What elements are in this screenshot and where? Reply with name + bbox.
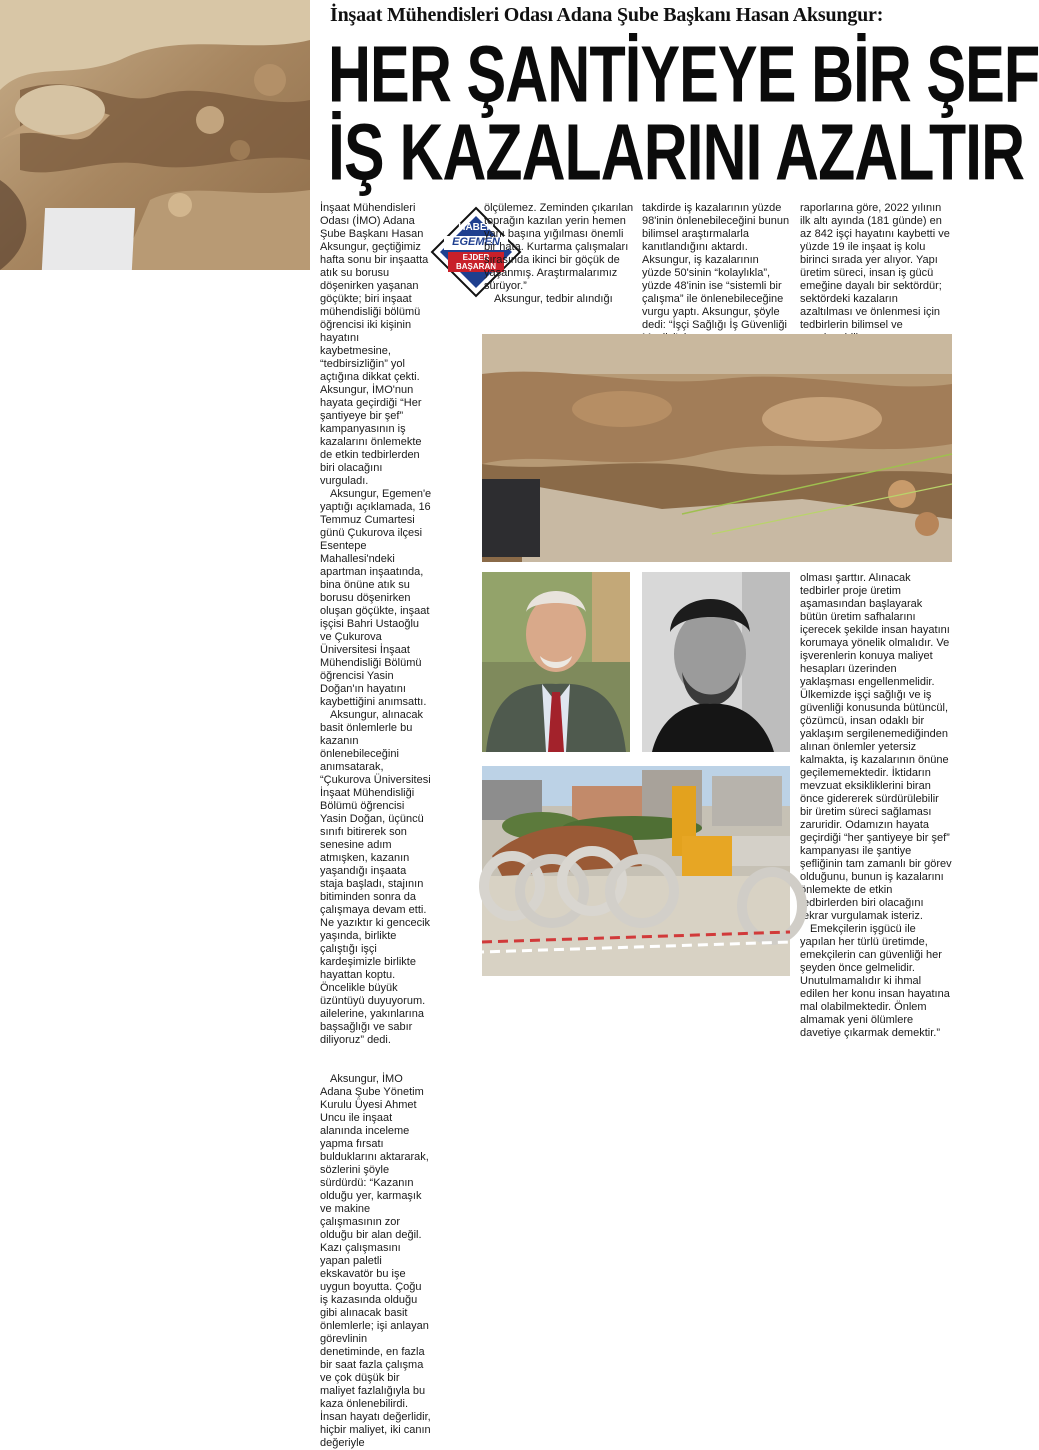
col1-para-3: Aksungur, alınacak basit önlemlerle bu kazanın önlenebileceğini anımsatarak, “Çukurova Üniversitesi İnşaat Mühendisliği Bölümü öğrencisi Yasin Doğan, üçüncü sınıfı bitirerek son senesine adım atmışken, kazanın yaşandığı inşaata staja başladı, stajının bitiminden sonra da çalışmaya devam etti. Ne yazıktır ki gencecik yaşında, birlikte çalıştığı işçi kardeşimizle birlikte hayattan koptu. Öncelikle büyük üzüntüyü duyuyorum. ailelerine, yakınlarına başsağlığı ve sabır diliyoruz” dedi. (320, 709, 431, 1046)
col1-para-4: Aksungur, İMO Adana Şube Yönetim Kurulu Üyesi Ahmet Uncu ile inşaat alanında inceleme yapma fırsatı bulduklarını aktararak, sözlerini şöyle sürdürdü: “Kazanın olduğu yer, karmaşık ve makine çalışmasının zor olduğu bir alan değil. Kazı çalışmasını yapan paletli ekskavatör bu işe uygun boyutta. Çoğu iş kazasında olduğu gibi alınacak basit önlemlerle; işi anlayan görevlinin denetiminde, en fazla bir saat fazla çalışma ve çok düşük bir maliyet fazlalığıyla bu kaza önlenebilirdi. İnsan hayatı değerlidir, hiçbir maliyet, iki canın değeriyle (320, 1073, 431, 1449)
col1-para-1: İnşaat Mühendisleri Odası (İMO) Adana Şube Başkanı Hasan Aksungur, geçtiğimiz hafta sonu bir inşaatta atık su borusu döşenirken yaşanan göçükte; biri inşaat mühendisliği bölümü öğrencisi iki kişinin hayatını kaybetmesine, “tedbirsizliğin” yol açtığına dikkat çekti. Aksungur, İMO'nun hayata geçirdiği “Her şantiyeye bir şef” kampanyasının iş kazalarını önlemekte de etkin tedbirlerden biri olacağını vurguladı. (320, 202, 429, 487)
badge-text-haber: HABER (458, 222, 494, 233)
badge-text-basaran: BAŞARAN (456, 262, 496, 271)
article-column-5 (800, 572, 952, 1039)
col1-para-2: Aksungur, Egemen'e yaptığı açıklamada, 16 Temmuz Cumartesi günü Çukurova ilçesi Esentepe Mahallesi'ndeki apartman inşaatında, bina önüne atık su borusu döşenirken oluşan göçükte, inşaat işçisi Bahri Ustaoğlu ve Çukurova Üniversitesi İnşaat Mühendisliği Bölümü öğrencisi Yasin Doğan'ın hayatını kaybettiğini anımsattı. (320, 488, 432, 708)
article-column-2 (484, 202, 634, 330)
article-column-3 (642, 202, 790, 330)
col5-para-2: Emekçilerin işgücü ile yapılan her türlü üretimde, emekçilerin can güvenliği her şeyden önce gelmelidir. Unutulmamalıdır ki ihmal edilen her konu insan hayatına mal olabilmektedir. Önlem almamak yeni ölümlere davetiye çıkarmak demektir.” (800, 923, 950, 1039)
article-column-4 (800, 202, 952, 330)
portrait-yasin-dogan (642, 572, 790, 752)
construction-site-photo (482, 766, 790, 976)
badge-text-ejder: EJDER (462, 253, 490, 262)
col2-para-1: ölçülemez. Zeminden çıkarılan toprağın kazılan yerin hemen yanı başına yığılması önemli bir hata. Kurtarma çalışmaları sırasında ikinci bir göçük de yaşanmış. Araştırmalarımız sürüyor.” (484, 202, 634, 292)
trench-photo-top-left (0, 0, 310, 270)
portrait-hasan-aksungur (482, 572, 630, 752)
trench-photo-graphic (0, 0, 310, 270)
article-kicker: İnşaat Mühendisleri Odası Adana Şube Başkanı Hasan Aksungur: (330, 4, 884, 26)
headline-line-1: HER ŞANTİYEYE BİR ŞEF (328, 29, 1039, 119)
col2-para-2: Aksungur, tedbir alındığı (494, 293, 613, 305)
col1-inner (320, 202, 432, 1450)
col3-para-1: takdirde iş kazalarının yüzde 98'inin önlenebileceğini bunun bilimsel araştırmalarla kanıtlandığını aktardı. Aksungur, iş kazalarının yüzde 50'sinin “kolaylıkla”, yüzde 48'inin ise “sistemli bir çalışma” ile önlenebileceğine vurgu yaptı. Aksungur, şöyle dedi: “İşçi Sağlığı İş Güvenliği (642, 202, 790, 331)
headline-line-2: İŞ KAZALARINI AZALTIR (328, 107, 1025, 197)
col5-para-1: olması şarttır. Alınacak tedbirler proje üretim aşamasından başlayarak bütün üretim safhalarını içerecek şekilde insan hayatını korumaya yönelik olmalıdır. Ve işverenlerin konuya maliyet hesapları üzerinden yaklaşması engellenmelidir. Ülkemizde işçi sağlığı ve iş güvenliği konusunda bütüncül, çözümcü, insan odaklı bir yaklaşım sergilenemediğinden alınan önlemler yetersiz kalmakta, iş kazalarının önüne geçilememektedir. İktidarın mevzuat eksikliklerini biran önce gidererek sürdürülebilir bir üretim süreci sağlaması zaruridir. Odamızın hayata geçirdiği “her şantiyeye bir şef” kampanyası ile şantiye şefliğinin tam zamanlı bir görev olduğunu, bunun iş kazalarını önlemekte de etkin tedbirlerden biri olacağını tekrar vurgulamak isteriz. (800, 572, 952, 922)
col4-para-1: raporlarına göre, 2022 yılının ilk altı ayında (181 günde) en az 842 işçi hayatını kaybetti ve yüzde 19 ile inşaat iş kolu birinci sırada yer alıyor. Yapı üretim süreci, insan iş gücü emeğine dayalı bir sektördür; sektördeki kazaların azaltılması ve önlenmesi için tedbirlerin bilimsel ve (800, 202, 950, 331)
article-column-1-text (320, 202, 488, 1449)
excavation-photo-wide (482, 334, 952, 562)
badge-text-egemen: EGEMEN (452, 236, 500, 248)
